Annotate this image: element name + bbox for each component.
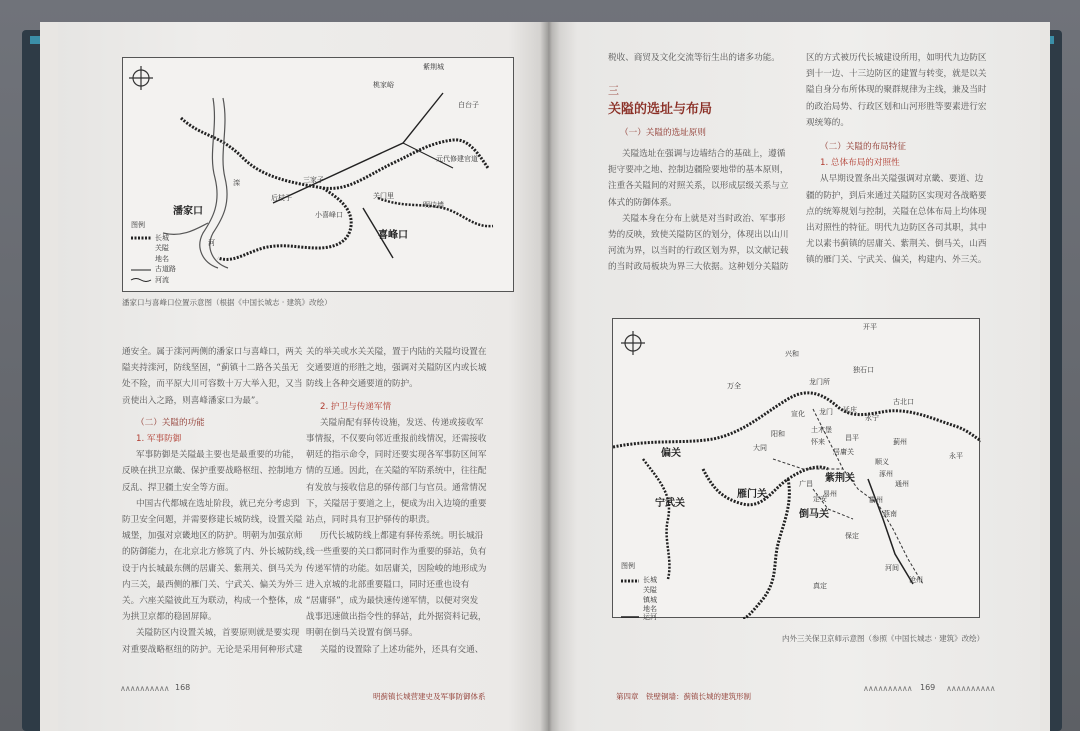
text-line: 从早期设置条出关隘强调对京畿、要道、边 — [820, 174, 984, 185]
map-panjiakou-xifengkou — [122, 57, 514, 292]
map-graphics — [613, 319, 981, 619]
map-label: 顺义 — [875, 458, 889, 466]
text-line: 注重各关隘间的对照关系，以形成层级关系与立 — [608, 181, 789, 192]
text-line: 明朝在倒马关设置有倒马驿。 — [306, 628, 418, 639]
road-yuan — [273, 93, 443, 203]
text-line: 为拱卫京都的稳固屏障。 — [122, 612, 217, 623]
map-label: 龙门所 — [809, 378, 830, 386]
text-line: 进入京城的北部重要隘口，同时还重也设有 — [306, 579, 470, 590]
text-line: 线一些重要的关口都同时作为重要的驿站，负有 — [306, 547, 487, 558]
text-line: 镇的雁门关、宁武关、偏关，构建内、外三关。 — [806, 255, 987, 266]
text-line: “居庸驿”，成为最快速传递军情，以便对突发 — [306, 596, 479, 607]
map-label: 通州 — [895, 480, 909, 488]
text-line: 到十一边、十三边防区的建置与转变，就是以关 — [806, 69, 987, 80]
map-label: 广昌 — [799, 480, 813, 488]
text-line: 设于内长城最东侧的居庸关、紫荆关、倒马关为 — [122, 563, 303, 574]
legend-item: 长城 — [155, 234, 169, 242]
text-line: 中国古代都城在选址阶段，就已充分考虑到 — [136, 498, 300, 509]
text-line: 处不险，而平原大川可容数十万大举入犯，又当 — [122, 379, 303, 390]
text-line: 疆的防护，到后来通过关隘防区实现对各战略要 — [806, 190, 987, 201]
map-label: 怀来 — [811, 438, 825, 446]
text-line: 点的统筹规划与控制，关隘在总体布局上均体现 — [806, 206, 987, 217]
text-line: 有发放与接收信息的驿传部门与官员。通常情况 — [306, 482, 487, 493]
text-line: 防线上各种交通要道的防护。 — [306, 379, 418, 390]
map-label: 紫荆关 — [825, 473, 855, 484]
map-label: 宣化 — [791, 410, 805, 418]
legend-item: 关隘 — [643, 586, 657, 594]
legend-item: 镇城 — [643, 596, 657, 604]
map-label: 昌平 — [845, 434, 859, 442]
map-label: 小喜峰口 — [315, 211, 343, 219]
right-col-text — [806, 50, 996, 269]
text-line: 城堡，加强对京畿地区的防护。明朝为加强京师 — [122, 531, 303, 542]
page-number: 169 — [920, 683, 936, 692]
legend-item: 长城 — [643, 576, 657, 584]
map-label: 桃家峪 — [373, 81, 394, 89]
legend-title: 图例 — [131, 221, 145, 229]
chapter-number: 三 — [608, 84, 619, 97]
text-line: 势的反映，致使关隘防区的划分，体现出以山川 — [608, 230, 789, 241]
legend-item: 地名 — [643, 605, 657, 613]
page-number: 168 — [175, 683, 191, 692]
map-label: 三家子 — [303, 176, 324, 184]
legend-item: 运河 — [643, 613, 657, 621]
map-label: 大同 — [753, 444, 767, 452]
running-title: 明蓟镇长城营建史及军事防御体系 — [373, 692, 486, 701]
section-heading: （一）关隘的选址原则 — [620, 128, 706, 138]
text-line: 体式的防御体系。 — [608, 197, 677, 208]
map-label: 偏关 — [661, 448, 681, 459]
text-line: 关。六座关隘彼此互为联动，构成一个整体，成 — [122, 596, 303, 607]
text-line: 朝廷的指示命令，同时还要实现各军事防区间军 — [306, 450, 487, 461]
text-line: 战事迅速做出指令性的驿站，此外据资料记载， — [306, 612, 487, 623]
map-label: 兴和 — [785, 350, 799, 358]
map-label: 雁门关 — [737, 489, 767, 500]
figure-caption: 内外三关保卫京师示意图（参照《中国长城志 · 建筑》改绘） — [782, 634, 985, 643]
text-line: 反乱、捍卫疆土安全等方面。 — [122, 482, 234, 493]
legend-item: 关隘 — [155, 244, 169, 252]
text-line: 河流为界，以当时的行政区划为界，以文献记载 — [608, 246, 789, 257]
map-label: 阳和 — [771, 430, 785, 438]
legend-river-mark — [131, 279, 151, 282]
text-line: 反映在拱卫京畿、保护重要战略枢纽、控制地方 — [122, 466, 303, 477]
text-line: 的防御能力，在北京北方修筑了内、外长城防线， — [122, 547, 312, 558]
map-label: 明边墙 — [423, 201, 444, 209]
map-label: 永平 — [949, 452, 963, 460]
map-label: 延庆 — [843, 406, 857, 414]
text-line: 税收、商贸及文化交流等衍生出的诸多功能。 — [608, 53, 780, 63]
river-branch — [163, 223, 208, 234]
text-line: 关隘的设置除了上述功能外，还具有交通、 — [320, 644, 484, 655]
map-label: 关门里 — [373, 192, 394, 200]
map-label: 易州 — [823, 490, 837, 498]
text-line: 关的举关或水关关隘，置于内陆的关隘均设置在 — [306, 347, 487, 357]
text-line: 的当时政局板块为界三大依据。这种划分关隘防 — [608, 262, 789, 273]
text-line: 观统筹的。 — [806, 117, 849, 128]
section-heading: （二）关隘的布局特征 — [820, 142, 906, 153]
map-label: 万全 — [727, 382, 741, 390]
map-label: 紫荆城 — [423, 63, 444, 71]
text-line: 站点，同时具有卫护驿传的职责。 — [306, 515, 435, 526]
map-label: 古北口 — [893, 398, 914, 406]
section-heading: （二）关隘的功能 — [136, 417, 205, 428]
legend-item: 河流 — [155, 276, 169, 284]
map-three-passes — [612, 318, 980, 621]
map-label: 后杖子 — [271, 194, 292, 202]
map-label: 潘家口 — [173, 206, 203, 217]
footer-ornament: ∧∧∧∧∧∧∧∧∧∧ — [120, 684, 169, 693]
left-page — [58, 22, 548, 731]
text-line: 事情报，不仅要向邻近重报前线情况，还需接收 — [306, 434, 487, 445]
map-label: 居庸关 — [833, 448, 854, 456]
text-line: 的政治局势、行政区划和山河形胜等要素进行宏 — [806, 101, 987, 112]
text-line: 传递军情的功能。如居庸关，因险峻的地形成为 — [306, 563, 487, 574]
map-label: 永宁 — [865, 414, 879, 422]
map-label: 保定 — [845, 532, 859, 540]
right-col-text — [306, 344, 506, 658]
text-line: 通安全。属于滦河两侧的潘家口与喜峰口，两关 — [122, 347, 303, 357]
legend-item: 古道路 — [155, 265, 176, 273]
figure-caption: 潘家口与喜峰口位置示意图（根据《中国长城志 · 建筑》改绘） — [122, 298, 332, 307]
text-line: 出对照性的特征。明代九边防区各司其职，其中 — [806, 223, 987, 234]
left-col-text — [122, 344, 317, 658]
text-line: 下，关隘居于要道之上，便成为出入边境的重要 — [306, 498, 487, 509]
text-line: 关隘选址在强调与边墙结合的基础上，遵循 — [622, 149, 786, 159]
inner-wall-2 — [643, 459, 669, 579]
map-label: 河间 — [885, 564, 899, 572]
text-line: 尤以素书蓟镇的居庸关、紫荆关、倒马关，山西 — [806, 239, 987, 250]
map-label: 燕南 — [883, 510, 897, 518]
running-title: 第四章 铁壁铜墙：蓟镇长城的建筑形制 — [616, 692, 751, 701]
map-label: 独石口 — [853, 366, 874, 374]
map-label: 宁武关 — [655, 498, 685, 509]
text-line: 交通要道的形胜之地，强调对关隘防区内或长城 — [306, 363, 487, 374]
subsection-heading: 2. 护卫与传递军情 — [320, 401, 392, 412]
map-label: 蓟州 — [893, 438, 907, 446]
map-label: 涿州 — [879, 470, 893, 478]
map-label: 开平 — [863, 323, 877, 331]
map-label: 倒马关 — [799, 509, 829, 520]
subsection-heading: 1. 军事防御 — [136, 434, 182, 445]
north-arrow-icon — [129, 66, 153, 90]
text-line: 关隘防区内设置关城，首要原则就是要实现 — [136, 628, 300, 639]
map-label: 喜峰口 — [378, 230, 408, 241]
footer-ornament: ∧∧∧∧∧∧∧∧∧∧ — [946, 684, 995, 693]
legend-title: 图例 — [621, 562, 635, 570]
legend-item: 地名 — [155, 255, 169, 263]
text-line: 军事防御是关隘最主要也是最重要的功能， — [136, 450, 300, 461]
north-arrow-icon — [621, 331, 645, 355]
book-gutter — [540, 22, 560, 731]
left-col-text — [608, 146, 808, 276]
map-label: 河 — [208, 239, 215, 247]
footer-ornament: ∧∧∧∧∧∧∧∧∧∧ — [863, 684, 912, 693]
text-line: 隘夹持滦河，防线坚固，“蓟镇十二路各关虽无 — [122, 363, 299, 374]
text-line: 区的方式被历代长城建设所用，如明代九边防区 — [806, 53, 987, 63]
right-page — [548, 22, 1040, 731]
map-label: 沧州 — [909, 576, 923, 584]
subsection-heading: 1. 总体布局的对照性 — [820, 158, 900, 169]
text-line: 对重要战略枢纽的防护。无论是采用何种形式建 — [122, 644, 303, 655]
map-label: 土木堡 — [811, 426, 832, 434]
chapter-title: 关隘的选址与布局 — [608, 102, 713, 117]
outer-wall — [613, 393, 981, 447]
text-line: 扼守要冲之地、控制边疆险要地带的基本原则， — [608, 165, 789, 176]
text-line: 隘自身分布所体现的聚群规律为主线，兼及当时 — [806, 85, 987, 96]
text-line: 关隘本身在分布上就是对当时政治、军事形 — [622, 213, 786, 224]
text-line: 内三关，最西侧的雁门关、宁武关、偏关为外三 — [122, 579, 303, 590]
map-label: 滦 — [233, 179, 240, 187]
text-line: 防卫安全问题，并需要修建长城防线，设置关隘 — [122, 515, 303, 526]
text-line: 历代长城防线上都建有驿传系统。明长城沿 — [320, 531, 484, 542]
map-label: 霸州 — [869, 496, 883, 504]
text-line: 关隘肩配有驿传设施，发送、传递或接收军 — [320, 417, 484, 428]
map-label: 定安 — [813, 495, 827, 503]
text-line: 情的互通。因此，在关隘的军防系统中，往往配 — [306, 466, 487, 477]
text-line: 贡使出入之路，则喜峰潘家口为最”。 — [122, 395, 264, 406]
map-label: 真定 — [813, 582, 827, 590]
map-label: 龙门 — [819, 408, 833, 416]
map-label: 元代修建官道 — [436, 155, 478, 163]
map-label: 白台子 — [458, 101, 479, 109]
